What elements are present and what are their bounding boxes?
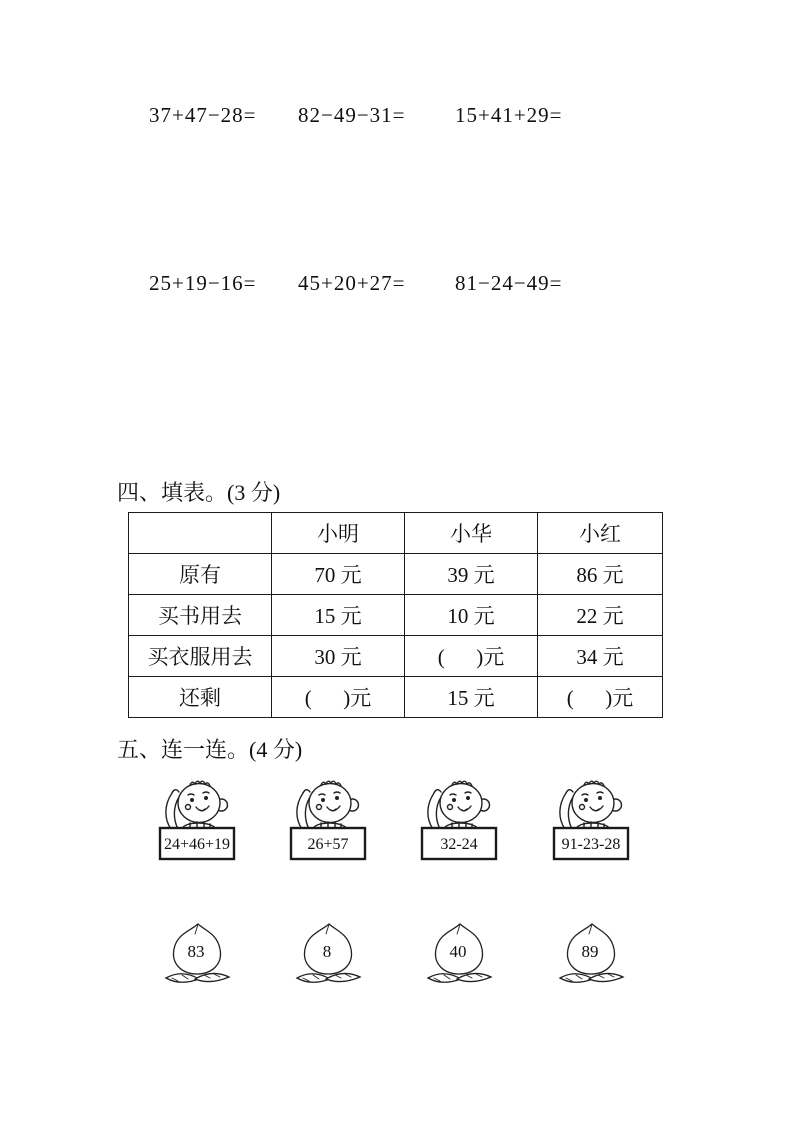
row-label: 还剩 xyxy=(129,677,272,718)
table-header-cell: 小华 xyxy=(405,513,538,554)
table-row xyxy=(129,636,663,677)
table-header-row xyxy=(129,513,663,554)
table-cell-blank: ( )元 xyxy=(405,636,538,677)
table-header-cell: 小红 xyxy=(538,513,663,554)
table-cell: 10 元 xyxy=(405,595,538,636)
section-heading-fill-table: 四、填表。(3 分) xyxy=(117,480,281,505)
math-expression: 81−24−49= xyxy=(455,271,563,295)
monkey-icon xyxy=(546,777,636,882)
math-expression: 82−49−31= xyxy=(298,103,406,127)
table-cell: 34 元 xyxy=(538,636,663,677)
table-cell: 70 元 xyxy=(272,554,405,595)
peach-answer-group xyxy=(414,918,504,990)
monkey-icon xyxy=(414,777,504,882)
peach-number: 83 xyxy=(187,942,205,961)
section-heading-matching: 五、连一连。(4 分) xyxy=(117,737,303,762)
table-cell: 22 元 xyxy=(538,595,663,636)
monkey-card-group xyxy=(283,777,373,882)
table-cell: 30 元 xyxy=(272,636,405,677)
monkey-card-group xyxy=(546,777,636,882)
peach-number: 89 xyxy=(581,942,599,961)
peach-icon xyxy=(283,918,373,990)
peach-icon xyxy=(414,918,504,990)
math-expression: 25+19−16= xyxy=(149,271,257,295)
peach-number: 8 xyxy=(322,942,332,961)
table-cell: 86 元 xyxy=(538,554,663,595)
card-expression: 26+57 xyxy=(307,836,349,853)
card-expression: 91-23-28 xyxy=(561,836,621,853)
table-header-cell xyxy=(129,513,272,554)
peach-number: 40 xyxy=(449,942,467,961)
card-expression: 32-24 xyxy=(440,836,478,853)
table-cell: 15 元 xyxy=(272,595,405,636)
monkey-icon xyxy=(152,777,242,882)
fill-table xyxy=(128,512,663,718)
row-label: 买书用去 xyxy=(129,595,272,636)
monkey-icon xyxy=(283,777,373,882)
table-cell-blank: ( )元 xyxy=(538,677,663,718)
monkey-card-group xyxy=(152,777,242,882)
table-row xyxy=(129,595,663,636)
row-label: 买衣服用去 xyxy=(129,636,272,677)
table-cell: 15 元 xyxy=(405,677,538,718)
card-expression: 24+46+19 xyxy=(163,836,231,853)
peach-answer-group xyxy=(283,918,373,990)
peach-answer-group xyxy=(152,918,242,990)
peach-icon xyxy=(546,918,636,990)
math-expression: 37+47−28= xyxy=(149,103,257,127)
table-header-cell: 小明 xyxy=(272,513,405,554)
table-cell-blank: ( )元 xyxy=(272,677,405,718)
table-cell: 39 元 xyxy=(405,554,538,595)
monkey-card-group xyxy=(414,777,504,882)
table-row xyxy=(129,554,663,595)
table-row xyxy=(129,677,663,718)
math-expression: 45+20+27= xyxy=(298,271,406,295)
row-label: 原有 xyxy=(129,554,272,595)
peach-icon xyxy=(152,918,242,990)
math-expression: 15+41+29= xyxy=(455,103,563,127)
peach-answer-group xyxy=(546,918,636,990)
